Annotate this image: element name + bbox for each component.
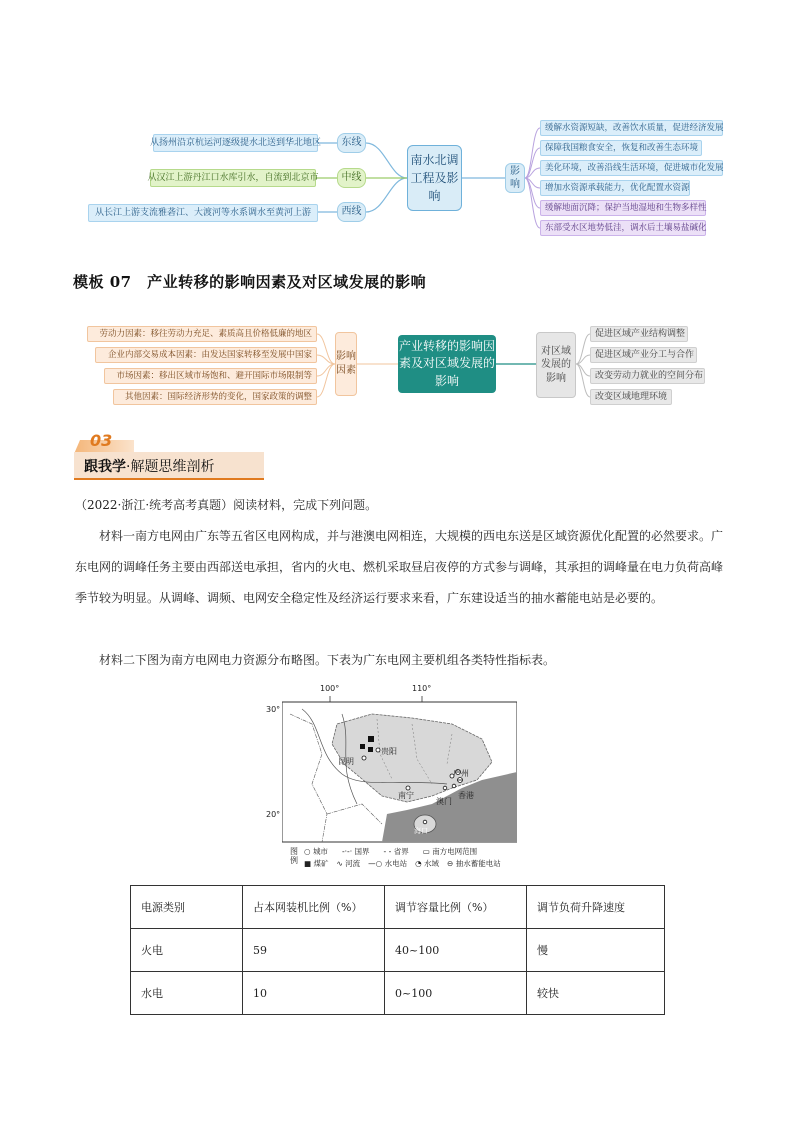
route-east-label: 东线 [337,133,366,153]
factor-item: 其他因素：国际经济形势的变化，国家政策的调整 [113,389,317,405]
table-header-cell: 电源类别 [131,886,243,929]
route-middle-label: 中线 [337,168,366,188]
factor-label: 影响因素 [335,332,357,396]
section-title-bold: 跟我学 [84,459,126,475]
legend-city: ○ 城市 [304,847,328,856]
effect-item: 改变区域地理环境 [590,389,672,405]
legend-coal-icon: ■ 煤矿 [304,859,329,868]
effect-item: 促进区域产业分工与合作 [590,347,697,363]
template07-title: 模板 07 产业转移的影响因素及对区域发展的影响 [73,273,427,291]
table-row [131,972,665,1015]
factor-item: 劳动力因素：移往劳动力充足、素质高且价格低廉的地区 [87,326,317,342]
legend-grid-range: ▭ 南方电网范围 [422,847,478,856]
legend-border: -·-· 国界 [341,847,370,856]
question-source: （2022·浙江·统考高考真题）阅读材料，完成下列问题。 [75,498,378,512]
table-header-cell: 调节容量比例（%） [385,886,527,929]
generator-characteristics-table [130,885,665,1015]
factor-item: 企业内部交易成本因素：由发达国家转移至发展中国家 [95,347,317,363]
table-cell: 10 [243,972,385,1015]
legend-water-icon: ◔ 水域 [415,859,440,868]
city-label: 澳门 [436,797,452,806]
effect-item: 改变劳动力就业的空间分布 [590,368,705,384]
table-header-cell: 调节负荷升降速度 [527,886,665,929]
impact-label: 影响 [505,163,525,193]
table-cell: 火电 [131,929,243,972]
city-label: 贵阳 [381,747,397,756]
impact-item: 缓解水资源短缺，改善饮水质量，促进经济发展 [540,120,723,136]
table-cell: 59 [243,929,385,972]
material-one: 材料一南方电网由广东等五省区电网构成，并与港澳电网相连，大规模的西电东送是区域资源优化配置的必然要求。广东电网的调峰任务主要由西部送电承担，省内的火电、燃机采取昼启夜停的方式参与调峰，其承担的调峰量在电力负荷高峰季节较为明显。从调峰、调频、电网安全稳定性及经济运行要求来看，广东建设适当的抽水蓄能电站是必要的。 [75,529,724,605]
section-number: 03 [90,431,113,450]
city-label: 海口 [414,827,428,835]
lon-label: 110° [412,684,432,693]
table-cell: 较快 [527,972,665,1015]
table-cell: 慢 [527,929,665,972]
table-cell: 水电 [131,972,243,1015]
route-west-label: 西线 [337,202,366,222]
table-header-cell: 占本网装机比例（%） [243,886,385,929]
impact-item: 缓解地面沉降；保护当地湿地和生物多样性 [540,200,706,216]
impact-item: 保障我国粮食安全，恢复和改善生态环境 [540,140,702,156]
legend-hydro-icon: —○ 水电站 [368,859,408,868]
factor-item: 市场因素：移出区域市场饱和、避开国际市场限制等 [104,368,317,384]
legend-pumped-storage-icon: ⊖ 抽水蓄能电站 [447,859,501,868]
impact-item: 增加水资源承载能力，优化配置水资源 [540,180,690,196]
legend-province: - - 省界 [383,847,409,856]
lat-label: 30° [266,705,281,714]
table-cell: 0~100 [385,972,527,1015]
material-two: 材料二下图为南方电网电力资源分布略图。下表为广东电网主要机组各类特性指标表。 [99,653,556,667]
southern-grid-map [266,684,517,874]
legend [304,846,534,870]
impact-item: 美化环境，改善沿线生活环境，促进城市化发展 [540,160,723,176]
legend-river-icon: ∿ 河流 [336,859,361,868]
effect-label: 对区域发展的影响 [536,332,576,398]
route-east-desc: 从扬州沿京杭运河逐级提水北送到华北地区 [153,134,318,152]
route-middle-desc: 从汉江上游丹江口水库引水，自流到北京市 [150,169,316,187]
city-label: 南宁 [398,791,414,800]
lat-label: 20° [266,810,281,819]
effect-item: 促进区域产业结构调整 [590,326,688,342]
city-label: 香港 [458,791,474,800]
legend-title: 图例 [290,847,298,865]
lon-label: 100° [320,684,340,693]
route-west-desc: 从长江上游支流雅砻江、大渡河等水系调水至黄河上游 [88,204,318,222]
table-cell: 40~100 [385,929,527,972]
city-label: 昆明 [338,757,354,766]
city-label: 广州 [453,769,469,778]
impact-item: 东部受水区地势低洼，调水后土壤易盐碱化 [540,220,706,236]
table-row [131,929,665,972]
section-title-rest: ·解题思维剖析 [126,459,215,475]
mindmap1-center: 南水北调工程及影响 [407,145,462,211]
table-header-row [131,886,665,929]
mindmap2-center: 产业转移的影响因素及对区域发展的影响 [398,335,496,393]
section-title [84,456,214,476]
